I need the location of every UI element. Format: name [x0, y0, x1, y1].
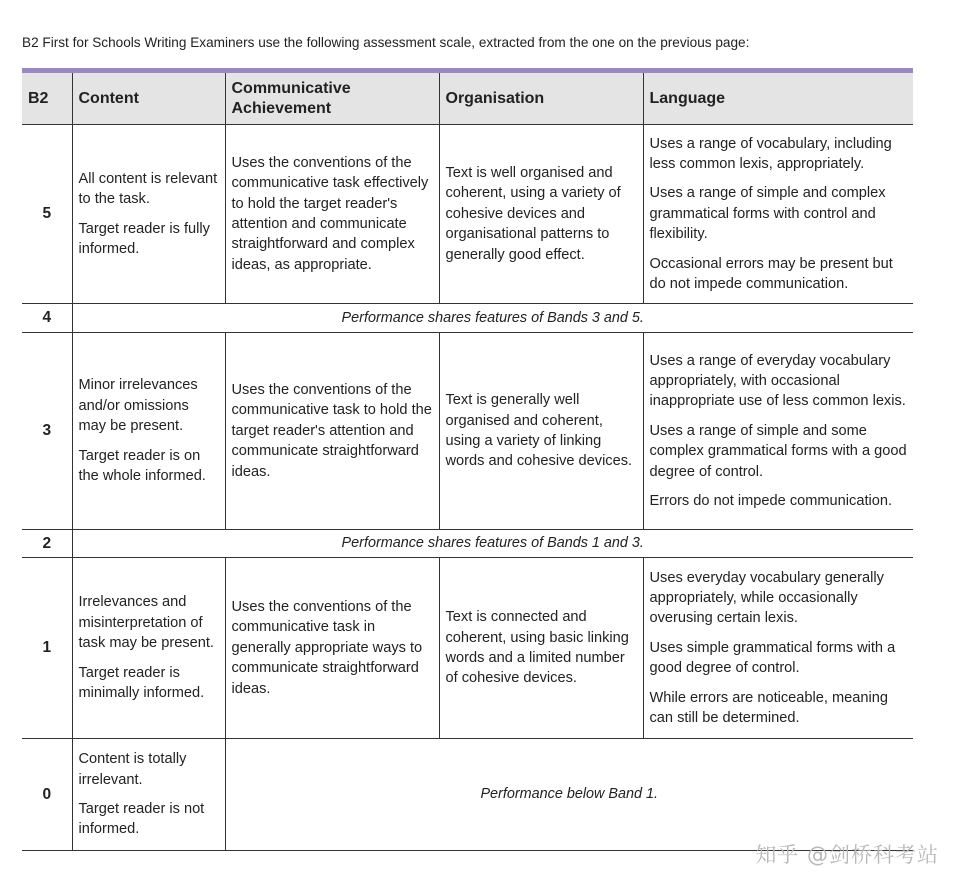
organisation-cell: Text is well organised and coherent, using a variety of cohesive devices and organisational patterns to generally good effect.: [439, 125, 643, 304]
watermark: 知乎 @剑桥科考站: [755, 843, 939, 867]
band-2-row: [22, 530, 913, 558]
communicative-achievement-cell: Uses the conventions of the communicative task effectively to hold the target reader's attention and communicate straightforward and complex ideas, as appropriate.: [225, 125, 439, 304]
shared-features-cell: Performance shares features of Bands 3 and 5.: [72, 304, 913, 333]
band-1-row: [22, 558, 913, 739]
content-cell: [72, 739, 225, 851]
content-text: Target reader is fully informed.: [78, 220, 210, 257]
header-organisation: Organisation: [439, 71, 643, 125]
content-cell: [72, 125, 225, 304]
band-number: 3: [22, 333, 72, 530]
performance-below-cell: Performance below Band 1.: [225, 739, 913, 851]
band-number: 5: [22, 125, 72, 304]
assessment-scale-table: [22, 68, 913, 851]
language-cell: [643, 558, 913, 739]
band-3-row: [22, 333, 913, 530]
organisation-cell: Text is generally well organised and coherent, using a variety of linking words and cohesive devices.: [439, 333, 643, 530]
content-text: Target reader is not informed.: [78, 801, 205, 838]
band-number: 4: [22, 304, 72, 333]
language-text: While errors are noticeable, meaning can still be determined.: [649, 689, 888, 727]
header-content: Content: [72, 71, 225, 125]
shared-features-cell: Performance shares features of Bands 1 and 3.: [72, 530, 913, 558]
language-text: Uses a range of simple and complex grammatical forms with control and flexibility.: [649, 185, 886, 243]
header-row: [22, 71, 913, 125]
header-ca-line1: Communicative: [231, 80, 351, 98]
content-text: Target reader is minimally informed.: [78, 664, 205, 702]
language-text: Uses everyday vocabulary generally appropriately, while occasionally overusing certain lexis.: [649, 569, 884, 627]
content-cell: [72, 558, 225, 739]
content-text: Content is totally irrelevant.: [78, 751, 187, 788]
communicative-achievement-cell: Uses the conventions of the communicative task in generally appropriate ways to communicate straightforward ideas.: [225, 558, 439, 739]
band-number: 0: [22, 739, 72, 851]
language-text: Uses a range of simple and some complex grammatical forms with a good degree of control.: [649, 422, 907, 480]
language-text: Uses a range of everyday vocabulary appropriately, with occasional inappropriate use of less common lexis.: [649, 352, 906, 410]
header-ca-line2: Achievement: [231, 99, 332, 117]
band-5-row: [22, 125, 913, 304]
content-text: Target reader is on the whole informed.: [78, 447, 206, 485]
language-text: Errors do not impede communication.: [649, 493, 893, 510]
communicative-achievement-cell: Uses the conventions of the communicative task to hold the target reader's attention and communicate straightforward ideas.: [225, 333, 439, 530]
band-0-row: [22, 739, 913, 851]
band-4-row: [22, 304, 913, 333]
content-text: All content is relevant to the task.: [78, 170, 218, 208]
language-cell: [643, 333, 913, 530]
header-language: Language: [643, 71, 913, 125]
intro-text: B2 First for Schools Writing Examiners use the following assessment scale, extracted from the one on the previous page:: [22, 35, 750, 50]
header-band: B2: [22, 71, 72, 125]
organisation-cell: Text is connected and coherent, using basic linking words and a limited number of cohesive devices.: [439, 558, 643, 739]
band-number: 2: [22, 530, 72, 558]
band-number: 1: [22, 558, 72, 739]
content-cell: [72, 333, 225, 530]
content-text: Minor irrelevances and/or omissions may be present.: [78, 377, 198, 435]
language-cell: [643, 125, 913, 304]
header-communicative-achievement: [225, 71, 439, 125]
language-text: Occasional errors may be present but do not impede communication.: [649, 255, 893, 293]
content-text: Irrelevances and misinterpretation of task may be present.: [78, 594, 214, 652]
language-text: Uses simple grammatical forms with a good degree of control.: [649, 639, 896, 677]
language-text: Uses a range of vocabulary, including less common lexis, appropriately.: [649, 135, 892, 172]
